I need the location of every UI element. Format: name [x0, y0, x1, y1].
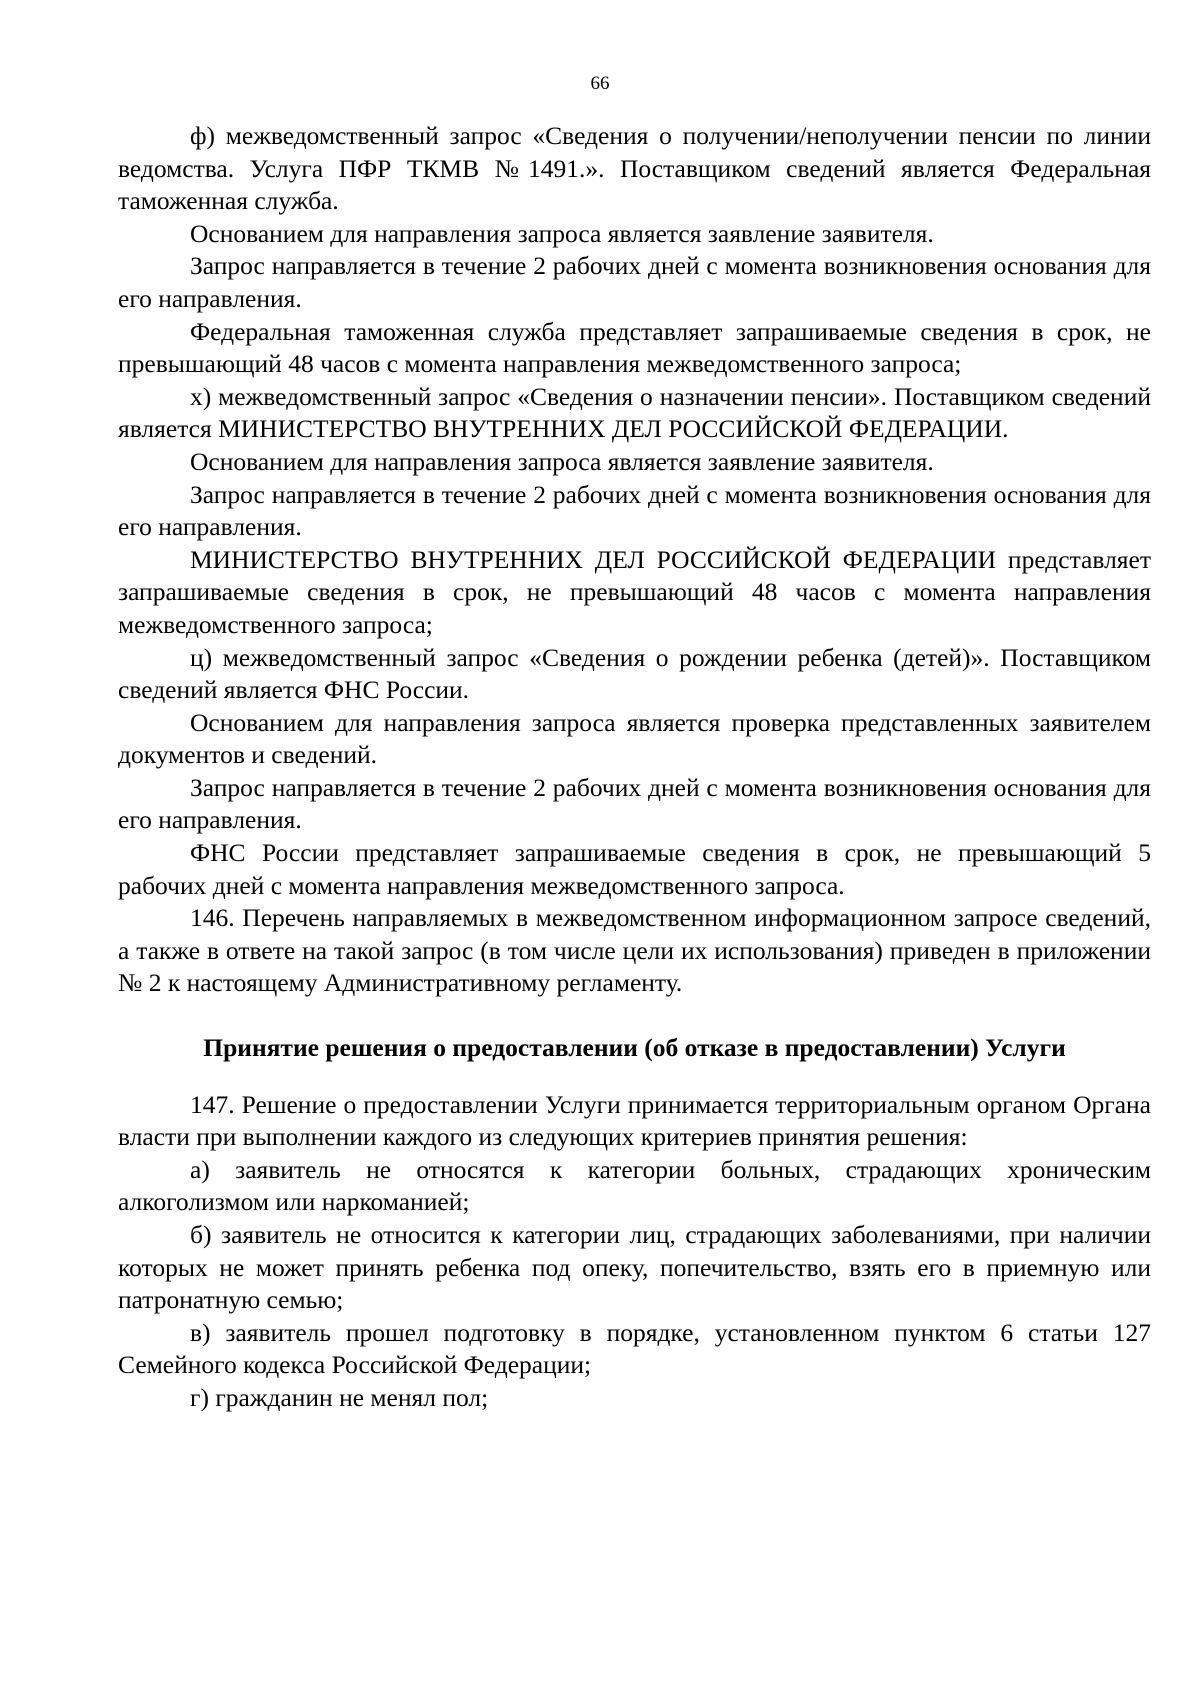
paragraph-ts-basis: Основанием для направления запроса является проверка представленных заявителем документов и сведений. [118, 707, 1151, 770]
paragraph-ts-response: ФНС России представляет запрашиваемые сведения в срок, не превышающий 5 рабочих дней с момента направления межведомственного запроса. [118, 838, 1151, 900]
paragraph-147: 147. Решение о предоставлении Услуги принимается территориальным органом Органа власти при выполнении каждого из следующих критериев принятия решения: [118, 1089, 1151, 1152]
paragraph-h-deadline: Запрос направляется в течение 2 рабочих дней с момента возникновения основания для его направления. [118, 479, 1151, 542]
criterion-a: а) заявитель не относятся к категории больных, страдающих хроническим алкоголизмом или наркоманией; [118, 1154, 1151, 1217]
document-body [118, 120, 1151, 1415]
criterion-b: б) заявитель не относится к категории лиц, страдающих заболеваниями, при наличии которых не может принять ребенка под опеку, попечительство, взять его в приемную или патронатную семью; [118, 1220, 1151, 1315]
criterion-v: в) заявитель прошел подготовку в порядке, установленном пунктом 6 статьи 127 Семейного кодекса Российской Федерации; [118, 1317, 1151, 1380]
paragraph-f-deadline: Запрос направляется в течение 2 рабочих дней с момента возникновения основания для его направления. [118, 251, 1151, 313]
criterion-g: г) гражданин не менял пол; [190, 1382, 489, 1412]
paragraph-f-basis: Основанием для направления запроса является заявление заявителя. [190, 218, 934, 248]
page-number: 66 [590, 73, 610, 94]
paragraph-146: 146. Перечень направляемых в межведомственном информационном запросе сведений, а также в ответе на такой запрос (в том числе цели их использования) приведен в приложении № 2 к настоящему Административному регламенту. [118, 903, 1151, 998]
paragraph-h-request: х) межведомственный запрос «Сведения о назначении пенсии». Поставщиком сведений является МИНИСТЕРСТВО ВНУТРЕННИХ ДЕЛ РОССИЙСКОЙ ФЕДЕРАЦИИ. [118, 381, 1151, 444]
paragraph-ts-request: ц) межведомственный запрос «Сведения о рождении ребенка (детей)». Поставщиком сведений является ФНС России. [118, 642, 1151, 705]
paragraph-f-request: ф) межведомственный запрос «Сведения о получении/неполучении пенсии по линии ведомства. Услуга ПФР ТКМВ №1491.». Поставщиком сведений является Федеральная таможенная служба. [118, 121, 1151, 216]
section-heading: Принятие решения о предоставлении (об отказе в предоставлении) Услуги [203, 1033, 1066, 1063]
paragraph-f-response: Федеральная таможенная служба представляет запрашиваемые сведения в срок, не превышающий 48 часов с момента направления межведомственного запроса; [118, 316, 1151, 379]
paragraph-ts-deadline: Запрос направляется в течение 2 рабочих дней с момента возникновения основания для его направления. [118, 772, 1151, 835]
paragraph-h-basis: Основанием для направления запроса является заявление заявителя. [190, 446, 934, 476]
paragraph-h-response: МИНИСТЕРСТВО ВНУТРЕННИХ ДЕЛ РОССИЙСКОЙ ФЕДЕРАЦИИ представляет запрашиваемые сведения в срок, не превышающий 48 часов с момента направления межведомственного запроса; [118, 544, 1151, 639]
